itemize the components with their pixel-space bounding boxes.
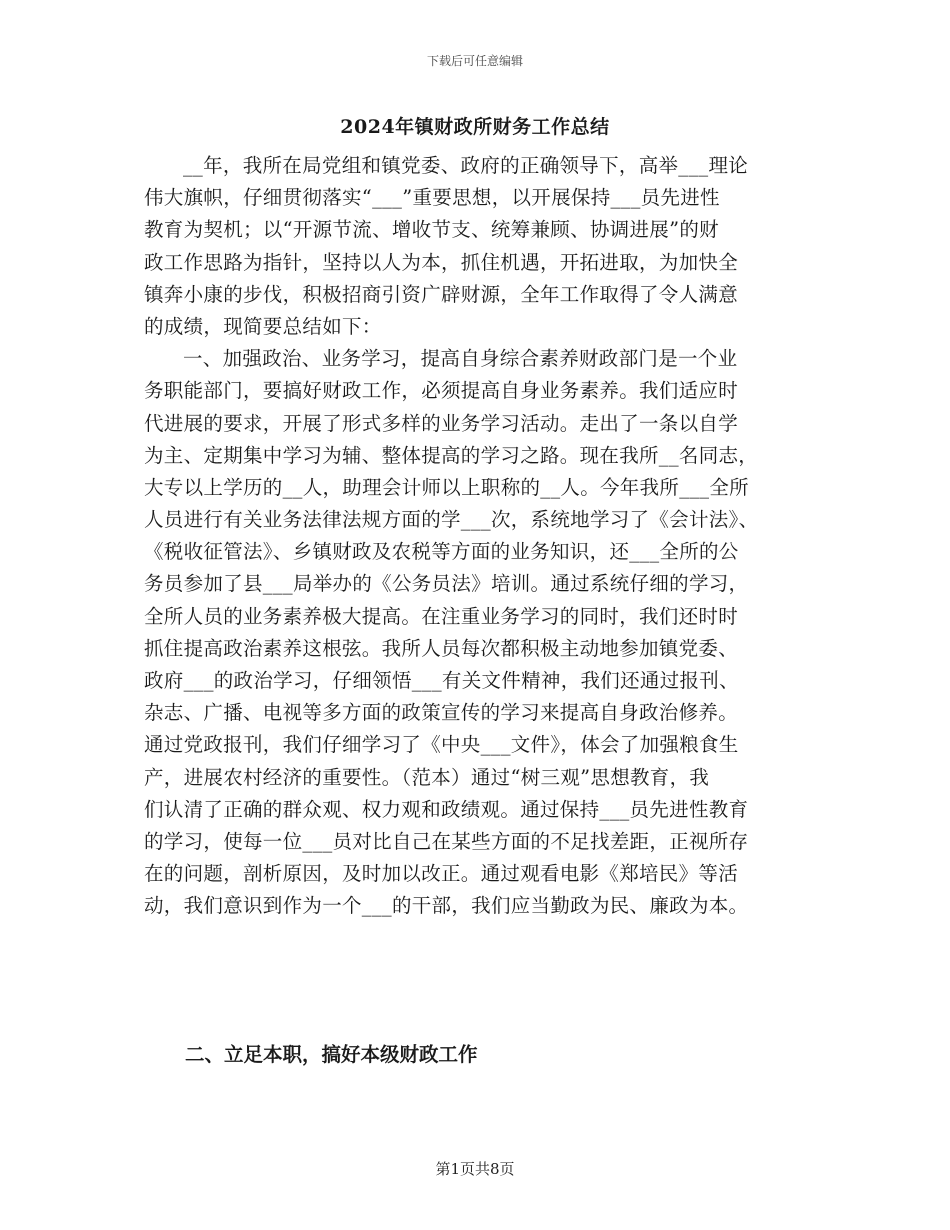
body-line: 杂志、广播、电视等多方面的政策宣传的学习来提高自身政治修养。	[144, 701, 739, 725]
body-line: 的成绩，现简要总结如下：	[144, 314, 382, 338]
body-line: 镇奔小康的步伐，积极招商引资广辟财源，全年工作取得了令人满意	[144, 282, 739, 306]
body-line: 全所人员的业务素养极大提高。在注重业务学习的同时，我们还时时	[144, 604, 739, 628]
body-line: 《税收征管法》、乡镇财政及农税等方面的业务知识，还___全所的公	[144, 540, 739, 564]
body-line: 们认清了正确的群众观、权力观和政绩观。通过保持___员先进性教育	[144, 797, 749, 821]
body-line: 教育为契机；以“开源节流、增收节支、统筹兼顾、协调进展”的财	[144, 218, 719, 242]
body-line: 通过党政报刊，我们仔细学习了《中央___文件》，体会了加强粮食生	[144, 733, 739, 757]
section-heading: 二、立足本职，搞好本级财政工作	[185, 1043, 478, 1066]
body-line: 政府___的政治学习，仔细领悟___有关文件精神，我们还通过报刊、	[144, 669, 739, 692]
body-line: 在的问题，剖析原因，及时加以改正。通过观看电影《郑培民》等活	[144, 862, 739, 886]
body-line: 政工作思路为指针，坚持以人为本，抓住机遇，开拓进取，为加快全	[144, 250, 739, 274]
body-line: 为主、定期集中学习为辅、整体提高的学习之路。现在我所__名同志，	[144, 443, 759, 467]
body-line: 人员进行有关业务法律法规方面的学___次，系统地学习了《会计法》、	[144, 508, 759, 532]
page-header-note: 下载后可任意编辑	[426, 54, 523, 68]
body-line: 伟大旗帜，仔细贯彻落实“___”重要思想，以开展保持___员先进性	[144, 186, 720, 210]
page-footer: 第1页共8页	[435, 1160, 515, 1178]
document-title: 2024年镇财政所财务工作总结	[340, 116, 610, 138]
document-body	[144, 150, 814, 923]
body-line: 动，我们意识到作为一个___的干部，我们应当勤政为民、廉政为本。	[144, 894, 749, 918]
body-line: 产，进展农村经济的重要性。（范本）通过“树三观”思想教育，我	[144, 765, 710, 789]
body-line: 一、加强政治、业务学习，提高自身综合素养财政部门是一个业	[183, 347, 738, 371]
body-line: 务员参加了县___局举办的《公务员法》培训。通过系统仔细的学习，	[144, 572, 749, 596]
body-line: __年，我所在局党组和镇党委、政府的正确领导下，高举___理论	[183, 154, 749, 177]
body-line: 大专以上学历的__人，助理会计师以上职称的__人。今年我所___全所	[144, 475, 749, 499]
body-line: 代进展的要求，开展了形式多样的业务学习活动。走出了一条以自学	[144, 411, 739, 435]
body-line: 的学习，使每一位___员对比自己在某些方面的不足找差距，正视所存	[144, 829, 749, 853]
body-line: 抓住提高政治素养这根弦。我所人员每次都积极主动地参加镇党委、	[144, 636, 739, 660]
body-line: 务职能部门，要搞好财政工作，必须提高自身业务素养。我们适应时	[144, 379, 739, 403]
